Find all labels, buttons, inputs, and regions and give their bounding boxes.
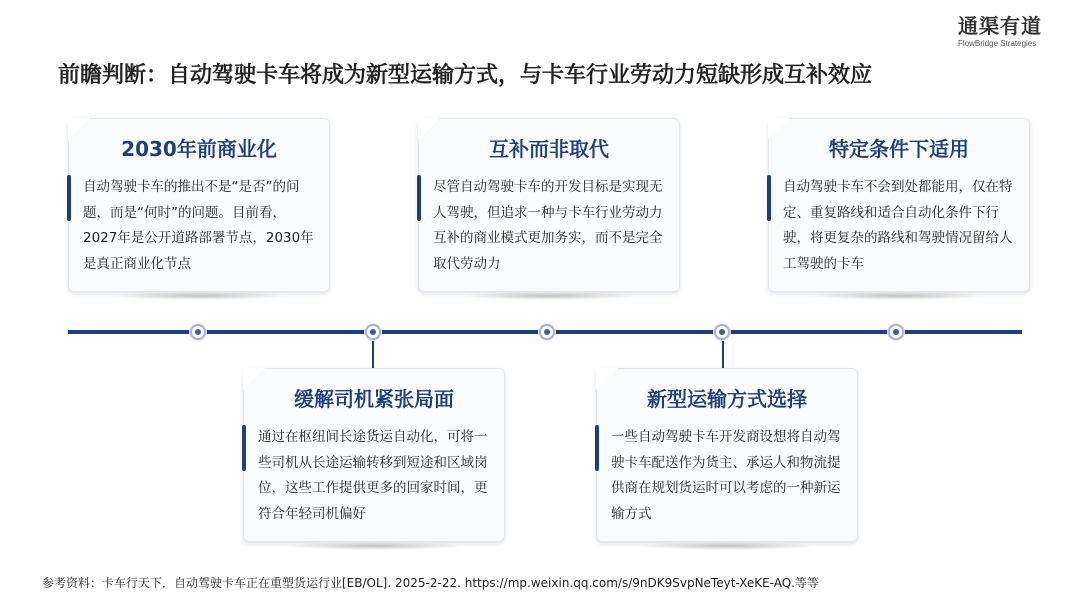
card-body: 一些自动驾驶卡车开发商设想将自动驾驶卡车配送作为货主、承运人和物流提供商在规划货运时可以考虑的一种新运输方式 [611, 429, 841, 522]
reference-footnote: 参考资料：卡车行天下．自动驾驶卡车正在重塑货运行业[EB/OL]. 2025-2-22. https://mp.weixin.qq.com/s/9nDK9SvpNeTeyt-XeKE-AQ.等等 [42, 576, 819, 590]
timeline-node [190, 324, 206, 340]
card-title: 互补而非取代 [489, 137, 609, 161]
brand-logo [958, 14, 1042, 48]
card-accent-bar [767, 175, 771, 221]
brand-name-cn: 通渠有道 [958, 14, 1042, 38]
timeline-node [365, 324, 381, 340]
card-accent-bar [417, 175, 421, 221]
timeline-node [888, 324, 904, 340]
timeline-node [539, 324, 555, 340]
card-title: 新型运输方式选择 [647, 387, 807, 411]
card-body: 尽管自动驾驶卡车的开发目标是实现无人驾驶，但追求一种与卡车行业劳动力互补的商业模式更加务实，而不是完全取代劳动力 [433, 179, 663, 272]
card-commercialization [68, 118, 330, 292]
timeline-node [714, 324, 730, 340]
card-body: 通过在枢纽间长途货运自动化，可将一些司机从长途运输转移到短途和区域岗位，这些工作提供更多的回家时间，更符合年轻司机偏好 [258, 429, 488, 522]
card-specific-conditions [768, 118, 1030, 292]
card-relieve-drivers [243, 368, 505, 542]
card-accent-bar [595, 425, 599, 471]
card-body: 自动驾驶卡车的推出不是“是否”的问题，而是“何时”的问题。目前看，2027年是公开道路部署节点，2030年是真正商业化节点 [83, 179, 314, 272]
timeline-connector [372, 340, 374, 368]
card-title: 特定条件下适用 [829, 137, 969, 161]
card-title: 2030年前商业化 [121, 137, 277, 161]
card-accent-bar [242, 425, 246, 471]
slide-title: 前瞻判断：自动驾驶卡车将成为新型运输方式，与卡车行业劳动力短缺形成互补效应 [58, 63, 873, 88]
card-title: 缓解司机紧张局面 [294, 387, 454, 411]
card-body: 自动驾驶卡车不会到处都能用，仅在特定、重复路线和适合自动化条件下行驶，将更复杂的路线和驾驶情况留给人工驾驶的卡车 [783, 179, 1013, 272]
card-accent-bar [67, 175, 71, 221]
timeline-connector [722, 340, 724, 368]
brand-name-en: FlowBridge Strategies [958, 39, 1037, 48]
card-new-transport-option [596, 368, 858, 542]
card-complement [418, 118, 680, 292]
